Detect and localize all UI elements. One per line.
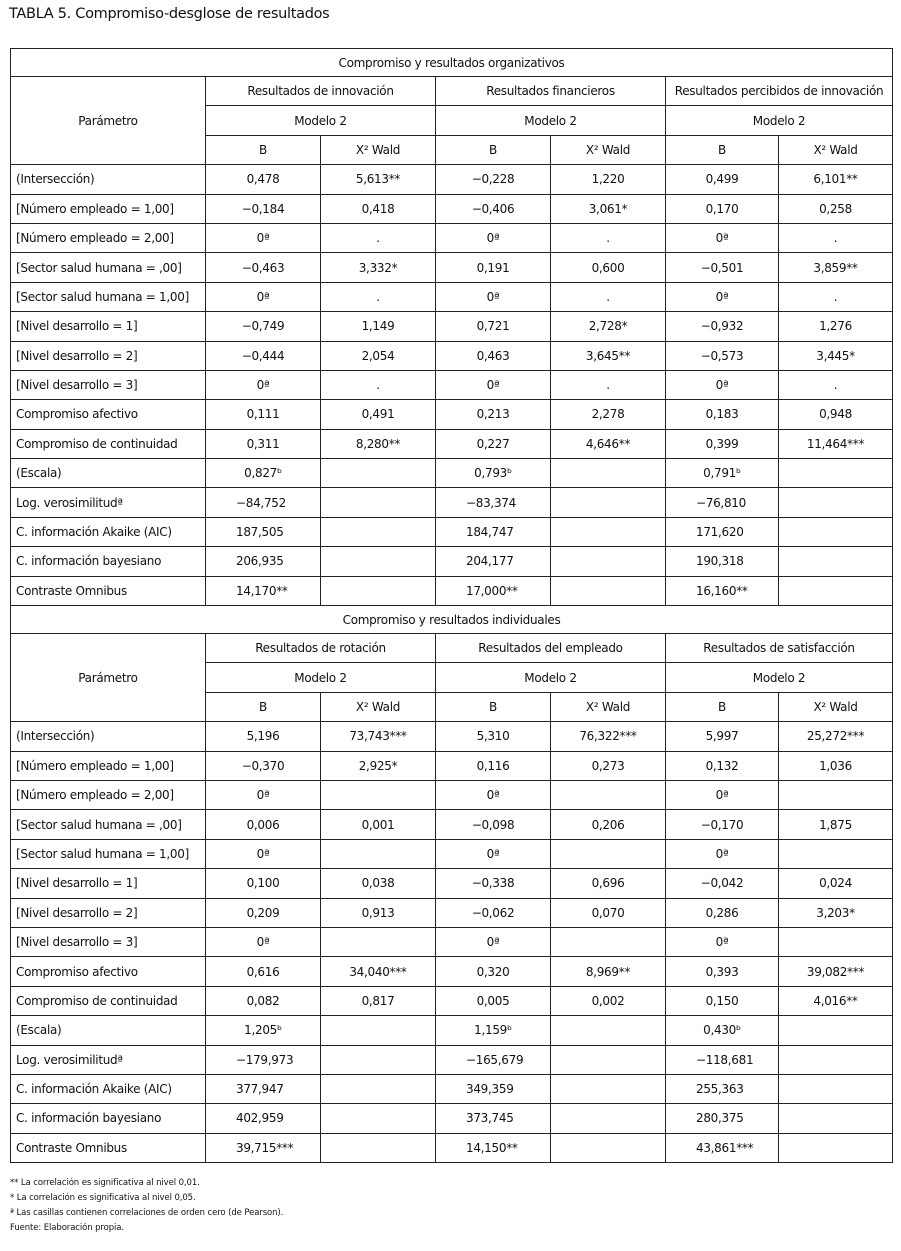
wald-value-cell: [321, 780, 436, 809]
b-value-cell: 0,430ᵇ: [666, 1016, 779, 1045]
wald-value-cell: [321, 1074, 436, 1103]
b-value-cell: 0,793ᵇ: [436, 459, 551, 488]
wald-value-cell: 3,203*: [779, 898, 893, 927]
b-value-cell: −0,573: [666, 341, 779, 370]
parameter-header: Parámetro: [11, 634, 206, 722]
b-value-cell: 0ª: [666, 780, 779, 809]
wald-value-cell: [779, 839, 893, 868]
group-header: Resultados del empleado: [436, 634, 666, 663]
section-heading: Compromiso y resultados organizativos: [11, 49, 893, 77]
b-value-cell: 0ª: [666, 370, 779, 399]
b-value-cell: 0,478: [206, 165, 321, 194]
wald-value-cell: [551, 1045, 666, 1074]
b-value-cell: 204,177: [436, 547, 551, 576]
row-label: Contraste Omnibus: [11, 576, 206, 605]
b-value-cell: 39,715***: [206, 1133, 321, 1162]
footnote-p005: * La correlación es significativa al nivel 0,05.: [10, 1193, 196, 1203]
b-value-cell: −0,170: [666, 810, 779, 839]
b-value-cell: −83,374: [436, 488, 551, 517]
wald-value-cell: .: [551, 282, 666, 311]
wald-value-cell: .: [551, 370, 666, 399]
wald-value-cell: [779, 1133, 893, 1162]
b-value-cell: 0ª: [436, 780, 551, 809]
wald-value-cell: 0,913: [321, 898, 436, 927]
row-label: (Escala): [11, 1016, 206, 1045]
b-value-cell: 0ª: [206, 223, 321, 252]
b-value-cell: 0ª: [436, 839, 551, 868]
row-label: [Nivel desarrollo = 3]: [11, 927, 206, 956]
b-value-cell: 14,150**: [436, 1133, 551, 1162]
wald-value-cell: 73,743***: [321, 722, 436, 751]
wald-value-cell: [321, 839, 436, 868]
wald-value-cell: 0,273: [551, 751, 666, 780]
wald-value-cell: [551, 1133, 666, 1162]
wald-value-cell: [321, 1016, 436, 1045]
b-value-cell: 0,227: [436, 429, 551, 458]
table-row: [11, 223, 893, 252]
row-label: [Sector salud humana = 1,00]: [11, 839, 206, 868]
column-header-wald: X² Wald: [551, 135, 666, 164]
model-header: Modelo 2: [206, 663, 436, 692]
wald-value-cell: 3,061*: [551, 194, 666, 223]
row-label: C. información bayesiano: [11, 547, 206, 576]
wald-value-cell: [779, 459, 893, 488]
table-row: [11, 810, 893, 839]
wald-value-cell: 4,646**: [551, 429, 666, 458]
row-label: [Nivel desarrollo = 2]: [11, 898, 206, 927]
table-title: TABLA 5. Compromiso-desglose de resultados: [9, 6, 330, 22]
wald-value-cell: [551, 517, 666, 546]
wald-value-cell: .: [779, 223, 893, 252]
model-header: Modelo 2: [666, 663, 893, 692]
b-value-cell: 0,191: [436, 253, 551, 282]
wald-value-cell: 3,445*: [779, 341, 893, 370]
wald-value-cell: 1,875: [779, 810, 893, 839]
b-value-cell: 0ª: [666, 839, 779, 868]
column-header-wald: X² Wald: [779, 692, 893, 721]
table-row: [11, 194, 893, 223]
column-header-b: B: [666, 135, 779, 164]
table-row: [11, 165, 893, 194]
table-row: [11, 986, 893, 1015]
table-row: [11, 459, 893, 488]
table-row: [11, 780, 893, 809]
b-value-cell: 0ª: [206, 780, 321, 809]
b-value-cell: 0ª: [436, 927, 551, 956]
b-value-cell: 0,213: [436, 400, 551, 429]
wald-value-cell: [779, 927, 893, 956]
b-value-cell: 0ª: [436, 223, 551, 252]
b-value-cell: −0,338: [436, 869, 551, 898]
b-value-cell: 0,320: [436, 957, 551, 986]
wald-value-cell: [321, 576, 436, 605]
b-value-cell: −0,062: [436, 898, 551, 927]
row-label: [Nivel desarrollo = 1]: [11, 869, 206, 898]
wald-value-cell: [551, 927, 666, 956]
b-value-cell: 0,111: [206, 400, 321, 429]
table-row: [11, 400, 893, 429]
b-value-cell: −165,679: [436, 1045, 551, 1074]
table-row: [11, 722, 893, 751]
wald-value-cell: [779, 488, 893, 517]
table-row: [11, 576, 893, 605]
b-value-cell: 187,505: [206, 517, 321, 546]
footnote-p001: ** La correlación es significativa al nivel 0,01.: [10, 1178, 200, 1188]
row-label: (Escala): [11, 459, 206, 488]
wald-value-cell: 0,491: [321, 400, 436, 429]
wald-value-cell: 0,817: [321, 986, 436, 1015]
wald-value-cell: .: [779, 370, 893, 399]
b-value-cell: 171,620: [666, 517, 779, 546]
row-label: Compromiso afectivo: [11, 957, 206, 986]
wald-value-cell: [779, 547, 893, 576]
row-label: [Nivel desarrollo = 3]: [11, 370, 206, 399]
b-value-cell: −0,370: [206, 751, 321, 780]
table-row: [11, 839, 893, 868]
wald-value-cell: 0,258: [779, 194, 893, 223]
row-label: [Número empleado = 2,00]: [11, 223, 206, 252]
b-value-cell: 0ª: [206, 927, 321, 956]
wald-value-cell: 11,464***: [779, 429, 893, 458]
column-header-wald: X² Wald: [321, 135, 436, 164]
b-value-cell: 1,205ᵇ: [206, 1016, 321, 1045]
wald-value-cell: 3,332*: [321, 253, 436, 282]
section-heading-row: [11, 49, 893, 77]
b-value-cell: 0,399: [666, 429, 779, 458]
b-value-cell: 0ª: [206, 282, 321, 311]
table-row: [11, 370, 893, 399]
wald-value-cell: 1,220: [551, 165, 666, 194]
wald-value-cell: 0,948: [779, 400, 893, 429]
table-row: [11, 751, 893, 780]
wald-value-cell: [551, 459, 666, 488]
b-value-cell: 0,209: [206, 898, 321, 927]
b-value-cell: −0,444: [206, 341, 321, 370]
wald-value-cell: [321, 517, 436, 546]
wald-value-cell: 8,969**: [551, 957, 666, 986]
row-label: Contraste Omnibus: [11, 1133, 206, 1162]
b-value-cell: 43,861***: [666, 1133, 779, 1162]
table-row: [11, 898, 893, 927]
row-label: [Sector salud humana = ,00]: [11, 253, 206, 282]
b-value-cell: −0,184: [206, 194, 321, 223]
row-label: Compromiso de continuidad: [11, 986, 206, 1015]
group-header: Resultados percibidos de innovación: [666, 77, 893, 106]
b-value-cell: 0,827ᵇ: [206, 459, 321, 488]
b-value-cell: 373,745: [436, 1104, 551, 1133]
b-value-cell: 14,170**: [206, 576, 321, 605]
b-value-cell: 0,616: [206, 957, 321, 986]
row-label: (Intersección): [11, 722, 206, 751]
section-heading: Compromiso y resultados individuales: [11, 606, 893, 634]
row-label: Log. verosimilitudª: [11, 1045, 206, 1074]
table-row: [11, 1133, 893, 1162]
b-value-cell: 377,947: [206, 1074, 321, 1103]
b-value-cell: 0,286: [666, 898, 779, 927]
wald-value-cell: [779, 576, 893, 605]
table-row: [11, 1045, 893, 1074]
column-header-b: B: [436, 135, 551, 164]
wald-value-cell: [551, 780, 666, 809]
wald-value-cell: .: [321, 282, 436, 311]
b-value-cell: 206,935: [206, 547, 321, 576]
b-value-cell: 0,393: [666, 957, 779, 986]
wald-value-cell: 0,024: [779, 869, 893, 898]
b-value-cell: 0,005: [436, 986, 551, 1015]
wald-value-cell: 4,016**: [779, 986, 893, 1015]
b-value-cell: 0,183: [666, 400, 779, 429]
wald-value-cell: 3,645**: [551, 341, 666, 370]
b-value-cell: 0,499: [666, 165, 779, 194]
b-value-cell: −0,501: [666, 253, 779, 282]
wald-value-cell: .: [779, 282, 893, 311]
b-value-cell: 280,375: [666, 1104, 779, 1133]
wald-value-cell: 0,038: [321, 869, 436, 898]
table-row: [11, 282, 893, 311]
results-table: [10, 48, 893, 1163]
group-header: Resultados financieros: [436, 77, 666, 106]
wald-value-cell: 5,613**: [321, 165, 436, 194]
b-value-cell: 0,463: [436, 341, 551, 370]
wald-value-cell: [551, 1016, 666, 1045]
wald-value-cell: 25,272***: [779, 722, 893, 751]
footnote-source: Fuente: Elaboración propia.: [10, 1223, 124, 1233]
wald-value-cell: 0,001: [321, 810, 436, 839]
wald-value-cell: 1,036: [779, 751, 893, 780]
b-value-cell: 5,196: [206, 722, 321, 751]
wald-value-cell: [321, 1045, 436, 1074]
b-value-cell: 0ª: [206, 370, 321, 399]
row-label: [Sector salud humana = 1,00]: [11, 282, 206, 311]
column-header-wald: X² Wald: [321, 692, 436, 721]
wald-value-cell: [321, 927, 436, 956]
table-row: [11, 927, 893, 956]
column-header-b: B: [436, 692, 551, 721]
column-header-wald: X² Wald: [779, 135, 893, 164]
b-value-cell: 0,100: [206, 869, 321, 898]
table-row: [11, 547, 893, 576]
wald-value-cell: [779, 517, 893, 546]
wald-value-cell: [779, 1016, 893, 1045]
wald-value-cell: [779, 780, 893, 809]
wald-value-cell: 76,322***: [551, 722, 666, 751]
wald-value-cell: [551, 488, 666, 517]
table-row: [11, 429, 893, 458]
b-value-cell: 1,159ᵇ: [436, 1016, 551, 1045]
b-value-cell: −0,042: [666, 869, 779, 898]
b-value-cell: −0,228: [436, 165, 551, 194]
wald-value-cell: 2,278: [551, 400, 666, 429]
wald-value-cell: 2,925*: [321, 751, 436, 780]
wald-value-cell: 3,859**: [779, 253, 893, 282]
row-label: Compromiso afectivo: [11, 400, 206, 429]
wald-value-cell: [551, 1104, 666, 1133]
b-value-cell: 17,000**: [436, 576, 551, 605]
wald-value-cell: [321, 547, 436, 576]
column-header-b: B: [666, 692, 779, 721]
parameter-header: Parámetro: [11, 77, 206, 165]
b-value-cell: 0,791ᵇ: [666, 459, 779, 488]
wald-value-cell: .: [321, 370, 436, 399]
b-value-cell: 255,363: [666, 1074, 779, 1103]
model-header: Modelo 2: [666, 106, 893, 135]
row-label: [Número empleado = 1,00]: [11, 751, 206, 780]
table-row: [11, 1074, 893, 1103]
b-value-cell: −0,749: [206, 312, 321, 341]
wald-value-cell: [551, 576, 666, 605]
wald-value-cell: [321, 1104, 436, 1133]
group-header: Resultados de rotación: [206, 634, 436, 663]
row-label: [Sector salud humana = ,00]: [11, 810, 206, 839]
row-label: (Intersección): [11, 165, 206, 194]
wald-value-cell: .: [321, 223, 436, 252]
b-value-cell: −118,681: [666, 1045, 779, 1074]
row-label: [Número empleado = 2,00]: [11, 780, 206, 809]
model-header: Modelo 2: [206, 106, 436, 135]
group-header: Resultados de satisfacción: [666, 634, 893, 663]
footnotes: [10, 1176, 283, 1236]
row-label: [Nivel desarrollo = 1]: [11, 312, 206, 341]
row-label: C. información bayesiano: [11, 1104, 206, 1133]
wald-value-cell: 39,082***: [779, 957, 893, 986]
b-value-cell: −84,752: [206, 488, 321, 517]
b-value-cell: 0ª: [436, 370, 551, 399]
wald-value-cell: [551, 547, 666, 576]
b-value-cell: −0,932: [666, 312, 779, 341]
wald-value-cell: 0,070: [551, 898, 666, 927]
b-value-cell: 5,310: [436, 722, 551, 751]
b-value-cell: −76,810: [666, 488, 779, 517]
wald-value-cell: 34,040***: [321, 957, 436, 986]
wald-value-cell: 6,101**: [779, 165, 893, 194]
wald-value-cell: 2,728*: [551, 312, 666, 341]
b-value-cell: −179,973: [206, 1045, 321, 1074]
wald-value-cell: 0,600: [551, 253, 666, 282]
wald-value-cell: [551, 1074, 666, 1103]
b-value-cell: 0,132: [666, 751, 779, 780]
wald-value-cell: [551, 839, 666, 868]
b-value-cell: 0,006: [206, 810, 321, 839]
b-value-cell: 0,150: [666, 986, 779, 1015]
row-label: [Nivel desarrollo = 2]: [11, 341, 206, 370]
b-value-cell: 5,997: [666, 722, 779, 751]
wald-value-cell: 0,002: [551, 986, 666, 1015]
b-value-cell: −0,463: [206, 253, 321, 282]
table-row: [11, 957, 893, 986]
wald-value-cell: 0,418: [321, 194, 436, 223]
table-row: [11, 869, 893, 898]
b-value-cell: 349,359: [436, 1074, 551, 1103]
wald-value-cell: [321, 488, 436, 517]
b-value-cell: −0,406: [436, 194, 551, 223]
model-header: Modelo 2: [436, 663, 666, 692]
table-row: [11, 253, 893, 282]
wald-value-cell: 8,280**: [321, 429, 436, 458]
b-value-cell: 0,170: [666, 194, 779, 223]
row-label: [Número empleado = 1,00]: [11, 194, 206, 223]
group-header: Resultados de innovación: [206, 77, 436, 106]
table-row: [11, 1104, 893, 1133]
wald-value-cell: .: [551, 223, 666, 252]
b-value-cell: 402,959: [206, 1104, 321, 1133]
wald-value-cell: 0,696: [551, 869, 666, 898]
group-header-row: [11, 77, 893, 106]
b-value-cell: 0ª: [206, 839, 321, 868]
wald-value-cell: 2,054: [321, 341, 436, 370]
wald-value-cell: 0,206: [551, 810, 666, 839]
table-row: [11, 341, 893, 370]
table-row: [11, 312, 893, 341]
wald-value-cell: [779, 1104, 893, 1133]
wald-value-cell: [321, 459, 436, 488]
b-value-cell: 0,082: [206, 986, 321, 1015]
row-label: Compromiso de continuidad: [11, 429, 206, 458]
b-value-cell: 0ª: [436, 282, 551, 311]
section-heading-row: [11, 606, 893, 634]
wald-value-cell: 1,276: [779, 312, 893, 341]
b-value-cell: 184,747: [436, 517, 551, 546]
b-value-cell: −0,098: [436, 810, 551, 839]
wald-value-cell: 1,149: [321, 312, 436, 341]
row-label: C. información Akaike (AIC): [11, 1074, 206, 1103]
column-header-wald: X² Wald: [551, 692, 666, 721]
b-value-cell: 0,721: [436, 312, 551, 341]
group-header-row: [11, 634, 893, 663]
row-label: Log. verosimilitudª: [11, 488, 206, 517]
b-value-cell: 0,116: [436, 751, 551, 780]
wald-value-cell: [321, 1133, 436, 1162]
wald-value-cell: [779, 1045, 893, 1074]
footnote-a: ª Las casillas contienen correlaciones de orden cero (de Pearson).: [10, 1208, 284, 1218]
b-value-cell: 0ª: [666, 927, 779, 956]
b-value-cell: 0,311: [206, 429, 321, 458]
column-header-b: B: [206, 692, 321, 721]
table-row: [11, 488, 893, 517]
model-header: Modelo 2: [436, 106, 666, 135]
column-header-b: B: [206, 135, 321, 164]
wald-value-cell: [779, 1074, 893, 1103]
row-label: C. información Akaike (AIC): [11, 517, 206, 546]
b-value-cell: 16,160**: [666, 576, 779, 605]
b-value-cell: 0ª: [666, 223, 779, 252]
b-value-cell: 0ª: [666, 282, 779, 311]
table-row: [11, 517, 893, 546]
b-value-cell: 190,318: [666, 547, 779, 576]
table-row: [11, 1016, 893, 1045]
